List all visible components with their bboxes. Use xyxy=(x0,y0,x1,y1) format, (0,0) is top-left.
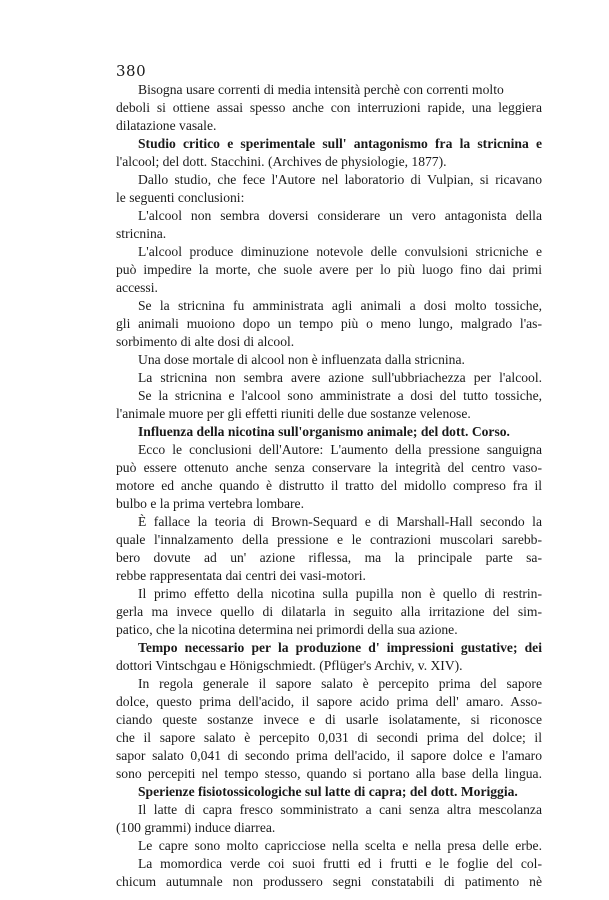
text-line: Il primo effetto della nicotina sulla pupilla non è quello di restrin- xyxy=(138,586,542,601)
section-heading: Influenza della nicotina sull'organismo animale; del dott. Corso. xyxy=(138,424,510,439)
text-line: l'alcool; del dott. Stacchini. (Archives de physiologie, 1877). xyxy=(116,154,447,169)
text-line: dolce, questo prima dell'acido, il sapore acido prima dell' amaro. Asso- xyxy=(116,694,542,709)
text-line: Il latte di capra fresco somministrato a cani senza altra mescolanza xyxy=(138,802,542,817)
text-line: Se la stricnina e l'alcool sono amministrate a dosi del tutto tossiche, xyxy=(138,388,542,403)
text-line: Le capre sono molto capricciose nella scelta e nella presa delle erbe. xyxy=(138,838,542,853)
text-line: gerla ma invece quello di dilatarla in seguito alla irritazione del sim- xyxy=(116,604,542,619)
text-line: dilatazione vasale. xyxy=(116,118,217,133)
text-line: gli animali muoiono dopo un tempo più o meno lungo, malgrado l'as- xyxy=(116,316,542,331)
text-line: quale l'innalzamento della pressione e le contrazioni muscolari sarebb- xyxy=(116,532,542,547)
text-line: bero dovute ad un' azione riflessa, ma la principale parte sa- xyxy=(116,550,542,565)
text-line: ciando queste sostanze invece e di usarle isolatamente, si riconosce xyxy=(116,712,542,727)
text-line: Dallo studio, che fece l'Autore nel laboratorio di Vulpian, si ricavano xyxy=(138,172,542,187)
text-line: bulbo e la prima vertebra lombare. xyxy=(116,496,304,511)
text-line: sorbimento di alte dosi di alcool. xyxy=(116,334,295,349)
section-heading: Tempo necessario per la produzione d' impressioni gustative; dei xyxy=(138,640,542,655)
text-line: La stricnina non sembra avere azione sull'ubbriachezza per l'alcool. xyxy=(138,370,542,385)
text-line: motore ed anche quando è distrutto il tratto del midollo compreso fra il xyxy=(116,478,542,493)
text-line: accessi. xyxy=(116,280,158,295)
text-line: Ecco le conclusioni dell'Autore: L'aumento della pressione sanguigna xyxy=(138,442,542,457)
text-line: stricnina. xyxy=(116,226,167,241)
section-heading: Sperienze fisiotossicologiche sul latte di capra; del dott. Moriggia. xyxy=(138,784,518,799)
text-line: può essere ottenuto anche senza conservare la integrità del centro vaso- xyxy=(116,460,542,475)
text-line: Se la stricnina fu amministrata agli animali a dosi molto tossiche, xyxy=(138,298,542,313)
page-number: 380 xyxy=(116,62,147,80)
text-line: La momordica verde coi suoi frutti ed i frutti e le foglie del col- xyxy=(138,856,542,871)
text-line: Bisogna usare correnti di media intensità perchè con correnti molto xyxy=(138,82,504,97)
text-line: rebbe rappresentata dai centri dei vasi-motori. xyxy=(116,568,366,583)
text-line: In regola generale il sapore salato è percepito prima del sapore xyxy=(138,676,542,691)
text-line: L'alcool non sembra doversi considerare un vero antagonista della xyxy=(138,208,542,223)
text-line: patico, che la nicotina determina nei primordi della sua azione. xyxy=(116,622,458,637)
text-line: sono percepiti nel tempo stesso, quando si portano alla base della lingua. xyxy=(116,766,542,781)
text-line: può impedire la morte, che suole avere per lo più luogo fino dai primi xyxy=(116,262,542,277)
text-line: (100 grammi) induce diarrea. xyxy=(116,820,276,835)
text-line: dottori Vintschgau e Hönigschmiedt. (Pflüger's Archiv, v. XIV). xyxy=(116,658,463,673)
text-line: deboli si ottiene assai spesso anche con interruzioni rapide, una leggiera xyxy=(116,100,542,115)
text-line: le seguenti conclusioni: xyxy=(116,190,245,205)
text-line: sapor salato 0,041 di secondo prima dell'acido, il sapore dolce e l'amaro xyxy=(116,748,542,763)
text-line: l'animale muore per gli effetti riuniti delle due sostanze velenose. xyxy=(116,406,471,421)
text-line: È fallace la teoria di Brown-Sequard e di Marshall-Hall secondo la xyxy=(138,514,542,529)
text-line: Una dose mortale di alcool non è influenzata dalla stricnina. xyxy=(138,352,465,367)
text-line: L'alcool produce diminuzione notevole delle convulsioni stricniche e xyxy=(138,244,542,259)
text-line: chicum autumnale non produssero segni constatabili di patimento nè xyxy=(116,874,542,889)
section-heading: Studio critico e sperimentale sull' antagonismo fra la stricnina e xyxy=(138,136,542,151)
text-line: che il sapore salato è percepito 0,031 di secondi prima del dolce; il xyxy=(116,730,542,745)
